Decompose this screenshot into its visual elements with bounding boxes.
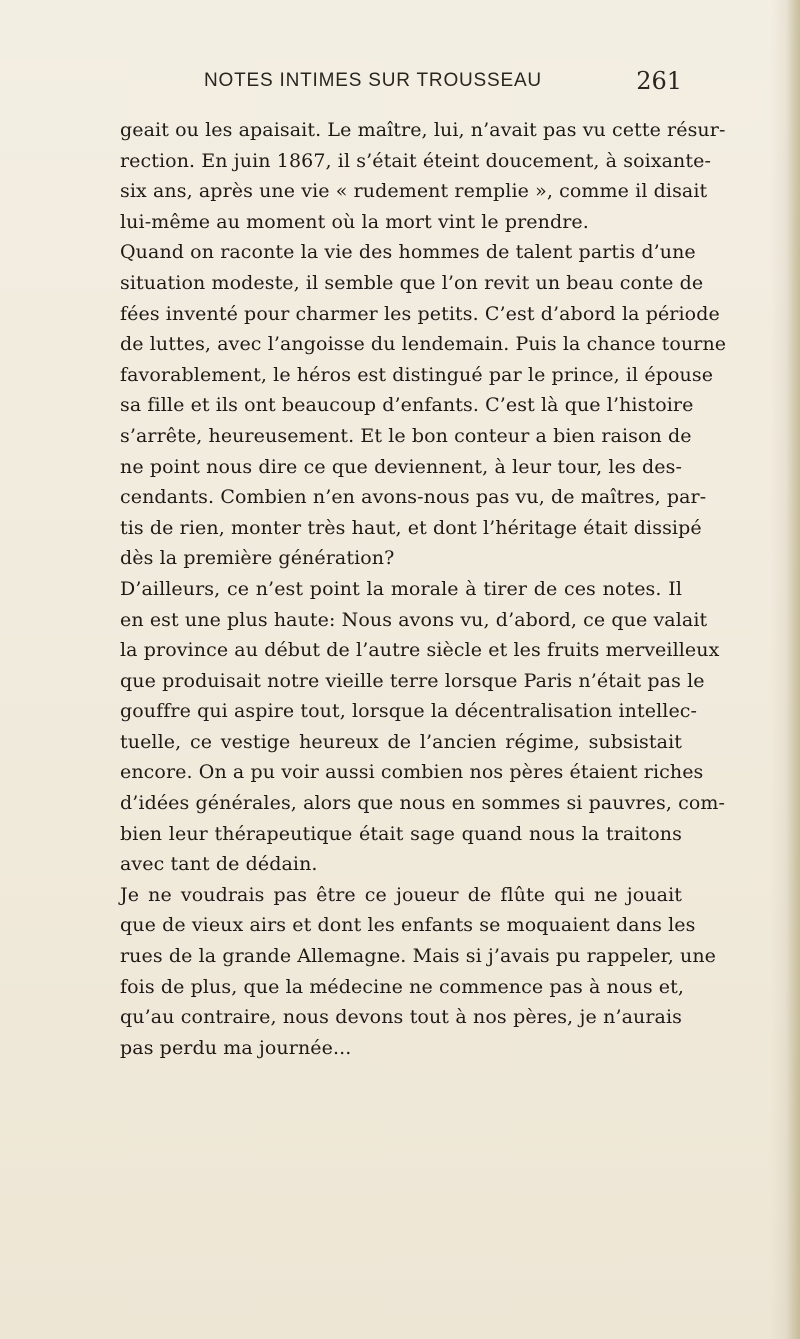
text-line: en est une plus haute: Nous avons vu, d’abord, ce que valait: [120, 608, 708, 631]
page-edge-shadow: [786, 0, 800, 1339]
text-line: rues de la grande Allemagne. Mais si j’avais pu rappeler, une: [120, 945, 717, 968]
text-line: encore. On a pu voir aussi combien nos pères étaient riches: [120, 761, 704, 784]
text-line: situation modeste, il semble que l’on revit un beau conte de: [120, 271, 704, 294]
text-line: s’arrête, heureusement. Et le bon conteur a bien raison de: [120, 424, 692, 447]
text-line: fées inventé pour charmer les petits. C’est d’abord la période: [120, 302, 720, 325]
text-line: cendants. Combien n’en avons-nous pas vu, de maîtres, par-: [120, 486, 707, 509]
text-line: fois de plus, que la médecine ne commence pas à nous et,: [120, 975, 685, 998]
text-line: rection. En juin 1867, il s’était éteint doucement, à soixante-: [120, 149, 711, 172]
text-line: dès la première génération?: [120, 547, 395, 570]
text-line: qu’au contraire, nous devons tout à nos pères, je n’aurais: [120, 1006, 682, 1029]
text-line: gouffre qui aspire tout, lorsque la décentralisation intellec-: [120, 700, 698, 723]
running-title: NOTES INTIMES SUR TROUSSEAU: [204, 70, 542, 91]
text-line: Quand on raconte la vie des hommes de talent partis d’une: [120, 241, 696, 264]
text-line: que produisait notre vieille terre lorsque Paris n’était pas le: [120, 669, 705, 692]
text-line: six ans, après une vie « rudement remplie », comme il disait: [120, 180, 708, 203]
text-line: pas perdu ma journée...: [120, 1036, 352, 1059]
running-head: [120, 67, 682, 100]
text-line: avec tant de dédain.: [120, 853, 318, 876]
text-line: D’ailleurs, ce n’est point la morale à tirer de ces notes. Il: [120, 577, 682, 600]
text-line: tis de rien, monter très haut, et dont l’héritage était dissipé: [120, 516, 702, 539]
text-line: de luttes, avec l’angoisse du lendemain. Puis la chance tourne: [120, 333, 727, 356]
text-line: favorablement, le héros est distingué par le prince, il épouse: [120, 363, 714, 386]
text-line: bien leur thérapeutique était sage quand nous la traitons: [120, 822, 682, 845]
text-line: geait ou les apaisait. Le maître, lui, n’avait pas vu cette résur-: [120, 119, 726, 141]
text-line: ne point nous dire ce que deviennent, à leur tour, les des-: [120, 455, 682, 478]
page-number: 261: [636, 67, 682, 95]
text-line: que de vieux airs et dont les enfants se moquaient dans les: [120, 914, 696, 937]
text-line: la province au début de l’autre siècle et les fruits merveilleux: [120, 639, 720, 662]
text-line: lui-même au moment où la mort vint le prendre.: [120, 210, 589, 233]
text-line: d’idées générales, alors que nous en sommes si pauvres, com-: [120, 792, 726, 815]
text-line: sa fille et ils ont beaucoup d’enfants. C’est là que l’histoire: [120, 394, 694, 417]
text-line: tuelle, ce vestige heureux de l’ancien régime, subsistait: [120, 730, 682, 753]
body-text: [120, 115, 727, 1063]
text-line: Je ne voudrais pas être ce joueur de flûte qui ne jouait: [120, 883, 682, 906]
